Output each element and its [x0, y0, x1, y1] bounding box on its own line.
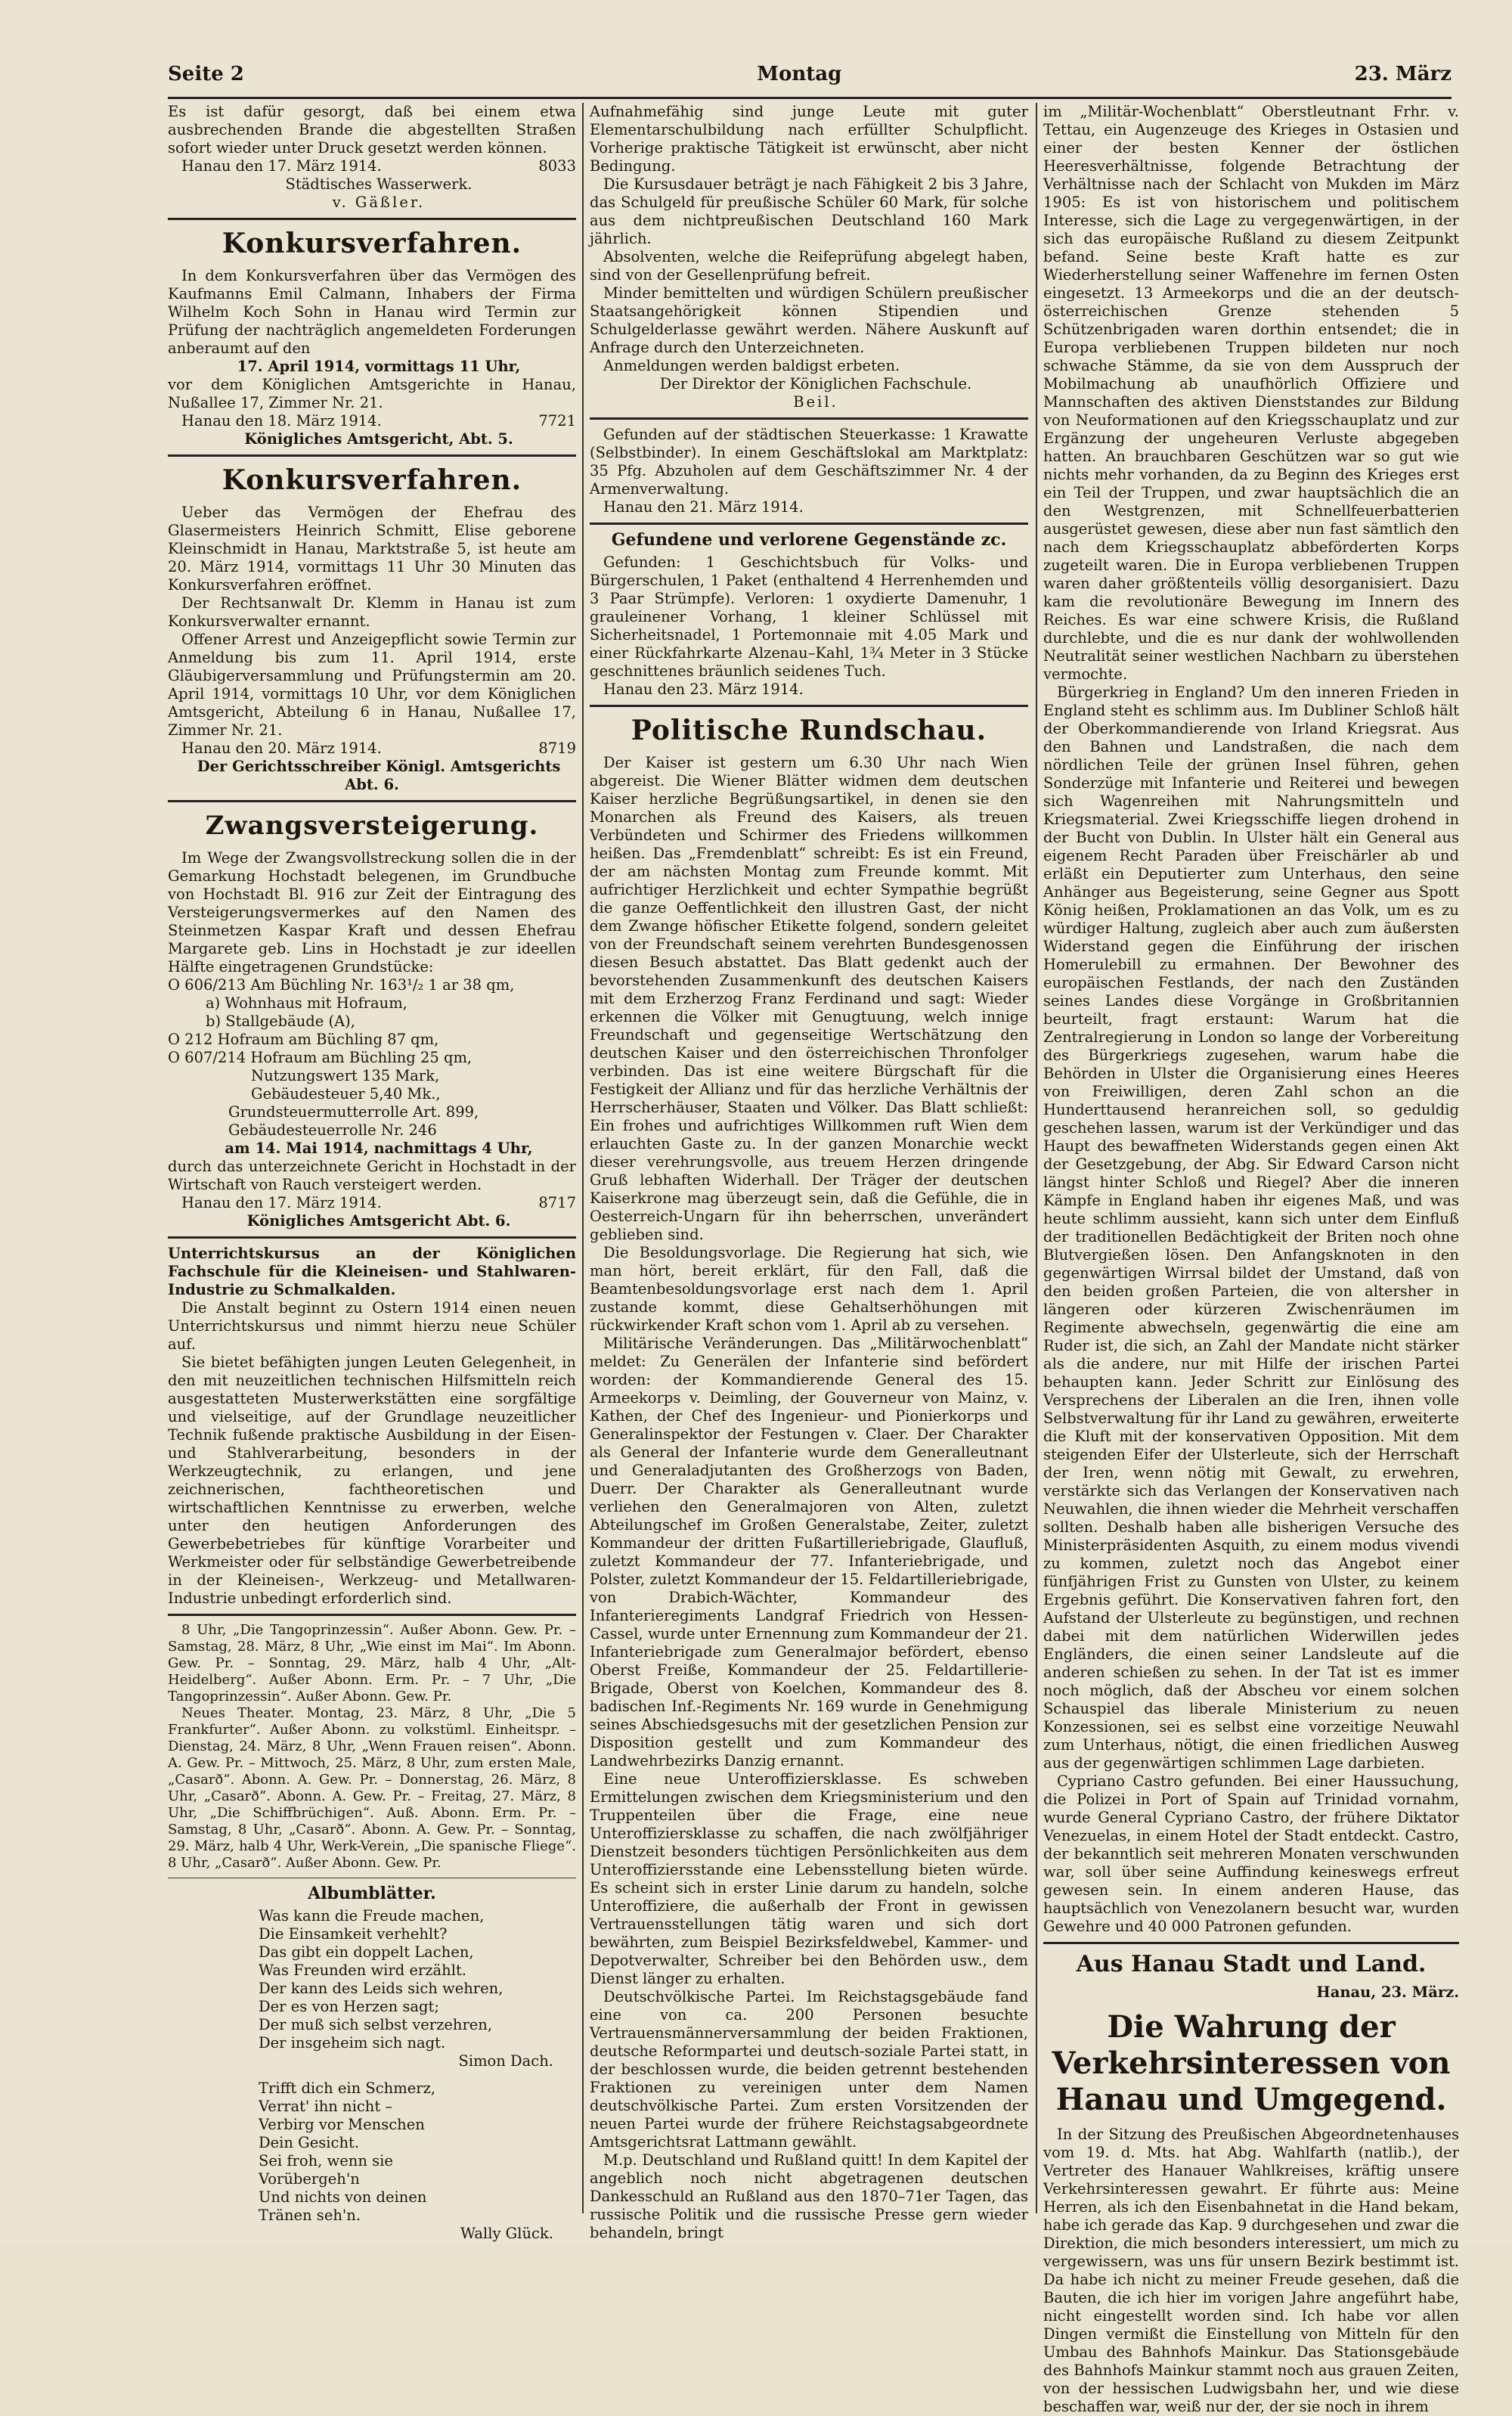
- poem-line: Der kann des Leids sich wehren,: [259, 1980, 503, 1997]
- article-para: Bürgerkrieg in England? Um den inneren Frieden in England steht es schlimm aus. Im Dubliner Schloß hält der Oberkommandierende von Irland Kriegsrat. Aus den Bahnen und Landstraßen, die nach dem nördlichen Teile der grünen Insel führen, gehen Sonderzüge mit Infanterie und Reiterei und bewegen sich Wagenreihen mit Nahrungsmitteln und Kriegsmaterial. Zwei Kriegsschiffe liegen drohend in der Bucht von Dublin. In Ulster hält ein General aus eigenem Recht Paraden über Freischärler ab und erläßt ein Deputierter zum Unterhaus, den seine Anhänger aus Begeisterung, seine Gegner aus Spott König heißen, Proklamationen an das Volk, um es zu würdiger Haltung, zugleich aber auch zum äußersten Widerstand gegen die Einführung der irischen Homerulebill zu ermahnen. Der Bewohner des europäischen Festlands, der nach den Zuständen seines Landes diese Vorgänge in Großbritannien beurteilt, fragt erstaunt: Warum hat die Zentralregierung in London so lange der Vorbereitung des Bürgerkriegs zugesehen, warum habe die Behörden in Ulster die Organisierung eines Heeres von Freiwilligen, deren Zahl schon an die Hunderttausend heranreichen soll, so geduldig geschehen lassen, warum ist der Verkündiger und das Haupt des bewaffneten Widerstands gegen einen Akt der Gesetzgebung, der Abg. Sir Edward Carson nicht längst hinter Schloß und Riegel? Aber die inneren Kämpfe in England haben ihr eigenes Maß, und was heute schlimm aussieht, kann sich unter dem Einfluß der traditionellen Bedächtigkeit der Briten noch ohne Blutvergießen lösen. Den Anfangsknoten in den gegenwärtigen Wirrsal bildet der Umstand, daß von den beiden großen Parteien, die von altersher in längeren oder kürzeren Zwischenräumen im Regimente abwechseln, gegenwärtig die eine am Ruder ist, die sich, an Zahl der Mandate nicht stärker als die andere, nur mit Hilfe der irischen Partei behaupten kann. Jeder Schritt zur Einlösung des Versprechens der Liberalen an die Iren, ihnen volle Selbstverwaltung für ihr Land zu gewähren, erweiterte die Kluft mit der konservativen Opposition. Mit dem steigenden Eifer der Ulsterleute, sich der Herrschaft der Iren, wenn nötig mit Gewalt, zu erwehren, verstärkte sich das Verlangen der Konservativen nach Neuwahlen, die ihnen wieder die Mehrheit verschaffen sollten. Deshalb haben alle bisherigen Versuche des Ministerpräsidenten Asquith, zu einem modus vivendi zu kommen, zuletzt noch das Angebot einer fünfjährigen Frist zu Gunsten von Ulster, zu keinem Ergebnis geführt. Die Konservativen fahren fort, den Aufstand der Ulsterleute zu begünstigen, und rechnen dabei mit dem natürlichen Widerwillen jedes Engländers, die einen seiner Landsleute auf die anderen schießen zu sehen. In der Tat ist es immer noch möglich, daß der Abscheu vor einem solchen Schauspiel das liberale Ministerium zu neuen Konzessionen, sei es selbst eine vorzeitige Neuwahl zum Unterhaus, nötigt, die einen friedlichen Ausweg aus der gegenwärtigen schlimmen Lage darbieten.: [1043, 684, 1459, 1772]
- poem-1: [168, 1907, 576, 2070]
- poem-line: Dein Gesicht.: [259, 2134, 360, 2151]
- divider: [168, 1236, 576, 1239]
- poem-line: Trifft dich ein Schmerz,: [259, 2079, 436, 2097]
- poem-line: Der es von Herzen sagt;: [259, 1998, 439, 2015]
- column-3: [1043, 103, 1459, 2416]
- poem-line: Das gibt ein doppelt Lachen,: [259, 1943, 474, 1961]
- column-divider-2: [1036, 103, 1037, 2213]
- zwang-item: O 606/213 Am Büchling Nr. 163¹/₂ 1 ar 38 qm,: [168, 976, 515, 994]
- kurs-cont: Minder bemittelten und würdigen Schülern preußischer Staatsangehörigkeit können Stipendien und Schulgelderlasse gewährt werden. Nähere Auskunft auf Anfrage durch den Unterzeichneten.: [590, 284, 1028, 356]
- theater-text: 8 Uhr, „Die Tangoprinzessin“. Außer Abonn. Gew. Pr. – Samstag, 28. März, 8 Uhr, „Wie einst im Mai“. Im Abonn. Gew. Pr. – Sonntag, 29. März, halb 4 Uhr, „Alt-Heidelberg“. Außer Abonn. Erm. Pr. – 7 Uhr, „Die Tangoprinzessin“. Außer Abonn. Gew. Pr.: [168, 1622, 576, 1704]
- konkurs1-text: In dem Konkursverfahren über das Vermögen des Kaufmanns Emil Calmann, Inhabers der Firma Wilhelm Koch Sohn in Hanau wird Termin zur Prüfung der nachträglich angemeldeten Forderungen anberaumt auf den: [168, 267, 576, 357]
- zwang-item: Gebäudesteuerrolle Nr. 246: [228, 1121, 437, 1139]
- page-header: [168, 59, 1452, 89]
- verloren-title: Gefundene und verlorene Gegenstände zc.: [611, 530, 1007, 550]
- divider: [590, 705, 1028, 707]
- politics-para: M.p. Deutschland und Rußland quitt! In dem Kapitel der angeblich noch nicht abgetragenen deutschen Dankesschuld an Rußland aus den 1870–71er Tagen, das russische Politik und die russische Presse gern wieder behandeln, bringt: [590, 2151, 1028, 2241]
- zwang-item: b) Stallgebäude (A),: [206, 1013, 355, 1030]
- header-date: 23. März: [1354, 63, 1452, 85]
- verloren-text: Gefunden: 1 Geschichtsbuch für Volks- und Bürgerschulen, 1 Paket (enthaltend 4 Herrenhemden und 3 Paar Strümpfe). Verloren: 1 oxydierte Damenuhr, 1 grauleinener Vorhang, 1 kleiner Schlüssel mit Sicherheitsnadel, 1 Portemonnaie mit 4.05 Mark und einer Rückfahrkarte Alzenau–Kahl, 1¾ Meter in 3 Stücke geschnittenes bräunlich seidenes Tuch.: [590, 554, 1028, 680]
- poem-line: Verrat' ihn nicht –: [259, 2098, 393, 2115]
- kurs-p1: Die Anstalt beginnt zu Ostern 1914 einen neuen Unterrichtskursus und nimmt hierzu neue Schüler auf.: [168, 1299, 576, 1353]
- poem-line: Vorübergeh'n: [259, 2170, 360, 2188]
- poem-line: Was kann die Freude machen,: [259, 1907, 485, 1924]
- poem-author: Simon Dach.: [458, 2052, 553, 2070]
- zwang-item: Grundsteuermutterrolle Art. 899,: [228, 1103, 479, 1121]
- weekday: Montag: [757, 63, 842, 85]
- konkurs1-title: Konkursverfahren.: [222, 228, 522, 259]
- kurs-sign-name: Beil.: [793, 393, 838, 411]
- poem-author: Wally Glück.: [460, 2225, 553, 2242]
- article-para: im „Militär-Wochenblatt“ Oberstleutnant Frhr. v. Tettau, ein Augenzeuge des Krieges in Ostasien und einer der besten Kenner der östlichen Heeresverhältnisse, folgende Betrachtung der Verhältnisse nach der Schlacht von Mukden im März 1905: Es ist von historischem und politischem Interesse, sich die Lage zu vergegenwärtigen, in der sich das europäische Rußland zu diesem Zeitpunkt befand. Seine beste Kraft hatte es zur Wiederherstellung seiner Waffenehre im fernen Osten eingesetzt. 13 Armeekorps und die an der deutsch-österreichischen Grenze stehenden 5 Schützenbrigaden waren dorthin entsendet; die in Europa verbliebenen Truppen bildeten nur noch schwache Stämme, da sie von dem Ausspruch der Mobilmachung ab unaufhörlich Offiziere und Mannschaften des aktiven Dienststandes zur Bildung von Neuformationen auf den Kriegsschauplatz und zur Ergänzung der ungeheuren Verluste abgegeben hatten. An brauchbaren Geschützen war so gut wie nichts mehr vorhanden, da zu Beginn des Krieges erst ein Teil der Truppen, und zwar hauptsächlich die an den Westgrenzen, mit Schnellfeuerbatterien ausgerüstet gewesen, diese aber nun fast sämtlich den nach dem Kriegsschauplatz abbeförderten Korps zugeteilt waren. Die in Europa verbliebenen Truppen waren daher größtenteils völlig desorganisiert. Dazu kam die revolutionäre Bewegung im Innern des Reiches. Es war eine schwere Krisis, die Rußland durchlebte, und die es nur dank der wohlwollenden Neutralität seiner westlichen Nachbarn zu überstehen vermochte.: [1043, 103, 1459, 683]
- water-notice-authority: Städtisches Wasserwerk.: [285, 175, 472, 193]
- local-para: In der Sitzung des Preußischen Abgeordnetenhauses vom 19. d. Mts. hat Abg. Wahlfarth (natlib.), der Vertreter des Hanauer Wahlkreises, kräftig unsere Verkehrsinteressen gewahrt. Er führte aus: Meine Herren, als ich den Eisenbahnetat in die Hand bekam, habe ich gerade das Kap. 9 durchgesehen und zwar die Direktion, die mich besonders interessiert, um mich zu vergewissern, was uns für unsern Bezirk bestimmt ist. Da habe ich nicht zu meiner Freude gesehen, daß die Bauten, die ich hier im vorigen Jahre angeführt habe, nicht eingestellt worden sind. Ich habe vor allen Dingen vermißt die Einstellung von Mitteln für den Umbau des Bahnhofs Mainkur. Das Stationsgebäude des Bahnhofs Mainkur stammt noch aus grauen Zeiten, von der hessischen Ludwigsbahn her, und wie diese beschaffen war, weiß nur der, der sie noch in ihrem: [1043, 2126, 1459, 2415]
- zwang-title: Zwangsversteigerung.: [205, 811, 539, 841]
- article-para: Cypriano Castro gefunden. Bei einer Haussuchung, die Polizei in Port of Spain auf Trinidad vornahm, wurde General Cypriano Castro, der frühere Diktator Venezuelas, in einem Hotel der Stadt entdeckt. Castro, der bekanntlich seit mehreren Monaten verschwunden war, soll über seine Auffindung keineswegs erfreut gewesen sein. In einem anderen Hause, das hauptsächlich von Venezolanern besucht war, wurden Gewehre und 40 000 Patronen gefunden.: [1043, 1772, 1459, 1935]
- politics-para: Deutschvölkische Partei. Im Reichstagsgebäude fand eine von ca. 200 Personen besuchte Vertrauensmännerversammlung der beiden Fraktionen, deutsche Reformpartei und deutsch-soziale Partei statt, in der beschlossen wurde, die beiden getrennt bestehenden Fraktionen zu vereinigen unter dem Namen deutschvölkische Partei. Zum ersten Vorsitzenden der neuen Partei wurde der frühere Reichstagsabgeordnete Amtsgerichtsrat Lattmann gewählt.: [590, 1988, 1028, 2151]
- zwang-item: O 607/214 Hofraum am Büchling 25 qm,: [168, 1049, 472, 1066]
- konkurs1-date: 17. April 1914, vormittags 11 Uhr,: [237, 358, 521, 375]
- kurs-cont: Absolventen, welche die Reifeprüfung abgelegt haben, sind von der Gesellenprüfung befreit.: [590, 248, 1028, 284]
- zwang-sign-date: Hanau den 17. März 1914. 8717: [181, 1194, 576, 1211]
- politics-para: Militärische Veränderungen. Das „Militärwochenblatt“ meldet: Zu Generälen der Infanterie sind befördert worden: der Kommandierende General des 15. Armeekorps v. Deimling, der Gouverneur von Mainz, v. Kathen, der Chef des Ingenieur- und Pionierkorps und Generalinspektor der Festungen v. Claer. Der Charakter als General der Infanterie wurde dem Generalleutnant und Generaladjutanten des Großherzogs von Baden, Duerr. Der Charakter als Generalleutnant wurde verliehen den Generalmajoren von Alten, zuletzt Abteilungschef im Großen Generalstabe, Zeiter, zuletzt Kommandeur der dritten Fußartilleriebrigade, Glaufluß, zuletzt Kommandeur der 77. Infanteriebrigade, und Polster, zuletzt Kommandeur der 15. Feldartilleriebrigade, von Drabich-Wächter, Kommandeur des Infanterieregiments Landgraf Friedrich von Hessen-Cassel, wurde unter Ernennung zum Kommandeur der 21. Infanteriebrigade zum Generalmajor befördert, ebenso Oberst Freiße, Kommandeur der 25. Feldartillerie-Brigade, Oberst von Koelchen, Kommandeur des 8. badischen Inf.-Regiments Nr. 169 wurde in Genehmigung seines Abschiedsgesuchs mit der gesetzlichen Pension zur Disposition gestellt und zum Kommandeur des Landwehrbezirks Danzig ernannt.: [590, 1335, 1028, 1769]
- zwang-court: Königliches Amtsgericht Abt. 6.: [246, 1212, 511, 1230]
- konkurs2-text3: Offener Arrest und Anzeigepflicht sowie Termin zur Anmeldung bis zum 11. April 1914, erste Gläubigerversammlung und Prüfungstermin am 20. April 1914, vormittags 10 Uhr, vor dem Königlichen Amtsgericht, Abteilung 6 in Hanau, Nußallee 17, Zimmer Nr. 21.: [168, 631, 576, 739]
- divider: [168, 218, 576, 220]
- local-headline: Die Wahrung der Verkehrsinteressen von Hanau und Umgegend.: [1052, 2009, 1451, 2117]
- local-section-title: Aus Hanau Stadt und Land.: [1076, 1951, 1427, 1977]
- kurs-cont: Aufnahmefähig sind junge Leute mit guter Elementarschulbildung nach erfüllter Schulpflicht. Vorherige praktische Tätigkeit ist erwünscht, aber nicht Bedingung.: [590, 103, 1028, 175]
- zwang-item: Gebäudesteuer 5,40 Mk.,: [251, 1085, 441, 1103]
- poem-line: Der muß sich selbst verzehren,: [259, 2016, 493, 2033]
- page-label: Seite 2: [168, 63, 244, 85]
- divider: [1043, 1942, 1459, 1944]
- poem-line: Was Freunden wird erzählt.: [259, 1962, 466, 1979]
- divider: [590, 523, 1028, 525]
- poem-line: Sei froh, wenn sie: [259, 2152, 393, 2169]
- konkurs2-sign-date: Hanau den 20. März 1914. 8719: [181, 740, 576, 757]
- konkurs2-court: Der Gerichtsschreiber Königl. Amtsgerichts Abt. 6.: [197, 758, 561, 793]
- zwang-place: durch das unterzeichnete Gericht in Hochstadt in der Wirtschaft von Rauch versteigert werden.: [168, 1158, 576, 1193]
- konkurs2-text2: Der Rechtsanwalt Dr. Klemm in Hanau ist zum Konkursverwalter ernannt.: [168, 594, 576, 630]
- water-notice-signature: v. Gäßler.: [332, 194, 426, 211]
- column-divider-1: [582, 103, 584, 2213]
- poem-line: Der insgeheim sich nagt.: [259, 2034, 446, 2052]
- gefunden-date: Hanau den 21. März 1914.: [603, 498, 804, 516]
- divider: [168, 454, 576, 457]
- poem-line: Die Einsamkeit verhehlt?: [259, 1925, 448, 1943]
- zwang-item: Nutzungswert 135 Mark,: [251, 1067, 440, 1084]
- column-1: [168, 103, 576, 2243]
- divider: [168, 1614, 576, 1616]
- water-notice-date: Hanau den 17. März 1914. 8033: [181, 157, 576, 175]
- poem-line: Verbirg vor Menschen: [259, 2116, 425, 2133]
- divider: [168, 800, 576, 802]
- divider: [590, 417, 1028, 420]
- header-rule: [168, 97, 1452, 99]
- zwang-text: Im Wege der Zwangsvollstreckung sollen die in der Gemarkung Hochstadt belegenen, im Grundbuche von Hochstadt Bl. 916 zur Zeit der Eintragung des Versteigerungsvermerkes auf den Namen des Steinmetzen Kaspar Kraft und dessen Ehefrau Margarete geb. Lins in Hochstadt je zur ideellen Hälfte eingetragenen Grundstücke:: [168, 849, 576, 975]
- gefunden-text: Gefunden auf der städtischen Steuerkasse: 1 Krawatte (Selbstbinder). In einem Geschäftslokal am Marktplatz: 35 Pfg. Abzuholen auf dem Geschäftszimmer Nr. 4 der Armenverwaltung.: [590, 426, 1028, 498]
- water-notice: Es ist dafür gesorgt, daß bei einem etwa ausbrechenden Brande die abgestellten Straßen sofort wieder unter Druck gesetzt werden können.: [168, 103, 576, 157]
- kurs-p2: Sie bietet befähigten jungen Leuten Gelegenheit, in den mit neuzeitlichen technischen Hilfsmitteln reich ausgestatteten Musterwerkstätten eine sorgfältige und vielseitige, auf der Grundlage neuzeitlicher Technik fußende praktische Ausbildung in der Eisen- und Stahlverarbeitung, besonders in der Werkzeugtechnik, zu erlangen, und jene zeichnerischen, fachtheoretischen und wirtschaftlichen Kenntnisse zu erwerben, welche unter den heutigen Anforderungen des Gewerbebetriebes für künftige Vorarbeiter und Werkmeister oder für selbständige Gewerbetreibende in der Kleineisen-, Werkzeug- und Metallwaren-Industrie unbedingt erforderlich sind.: [168, 1354, 576, 1607]
- konkurs1-sign-date: Hanau den 18. März 1914. 7721: [181, 412, 576, 430]
- zwang-item: O 212 Hofraum am Büchling 87 qm,: [168, 1031, 439, 1048]
- politics-title: Politische Rundschau.: [631, 715, 987, 746]
- zwang-item: a) Wohnhaus mit Hofraum,: [206, 994, 407, 1012]
- album-title: Albumblätter.: [308, 1884, 436, 1903]
- kurs-cont: Anmeldungen werden baldigst erbeten.: [603, 357, 900, 374]
- poem-2: [168, 2079, 576, 2243]
- poem-line: Tränen seh'n.: [259, 2207, 361, 2224]
- kurs-cont: Die Kursusdauer beträgt je nach Fähigkeit 2 bis 3 Jahre, das Schulgeld für preußische Schüler 60 Mark, für solche aus dem nichtpreußischen Deutschland 160 Mark jährlich.: [590, 175, 1028, 247]
- politics-para: Der Kaiser ist gestern um 6.30 Uhr nach Wien abgereist. Die Wiener Blätter widmen dem deutschen Kaiser herzliche Begrüßungsartikel, in denen sie den Monarchen als Freund des Kaisers, als treuen Verbündeten und Schirmer des Friedens willkommen heißen. Das „Fremdenblatt“ schreibt: Es ist ein Freund, der am nächsten Montag zum Freunde kommt. Mit aufrichtiger Herzlichkeit und echter Sympathie begrüßt die ganze Oeffentlichkeit den illustren Gast, der nicht dem Zwange höfischer Etikette folgend, sondern geleitet von der Freundschaft seinem verehrten Bundesgenossen diesen Besuch abstattet. Das Blatt gedenkt auch der bevorstehenden Zusammenkunft des deutschen Kaisers mit dem Erzherzog Franz Ferdinand und sagt: Wieder erkennen die Völker mit Genugtuung, welch innige Freundschaft und gegenseitige Wertschätzung den deutschen Kaiser und den österreichischen Thronfolger verbinden. Das ist eine weitere Bürgschaft für die Festigkeit der Allianz und für das herzliche Verhältnis der Herrscherhäuser, Staaten und Völker. Das Blatt schließt: Ein frohes und aufrichtiges Willkommen ruft Wien dem erlauchten Gaste zu. In der ganzen Monarchie weckt dieser verehrungsvolle, aus treuem Herzen dringende Gruß lebhaften Widerhall. Der Träger der deutschen Kaiserkrone mag überzeugt sein, daß die Gefühle, die in Oesterreich-Ungarn für ihn beherrschen, unverändert geblieben sind.: [590, 754, 1028, 1243]
- poem-line: Und nichts von deinen: [259, 2188, 427, 2206]
- column-2: [590, 103, 1028, 2242]
- politics-para: Die Besoldungsvorlage. Die Regierung hat sich, wie man hört, bereit erklärt, für den Fall, daß die Beamtenbesoldungsvorlage erst nach dem 1. April zustande kommt, diese Gehaltserhöhungen mit rückwirkender Kraft schon vom 1. April ab zu versehen.: [590, 1244, 1028, 1334]
- konkurs2-title: Konkursverfahren.: [222, 464, 522, 496]
- kurs-head: Unterrichtskursus an der Königlichen Fachschule für die Kleineisen- und Stahlwaren-Industrie zu Schmalkalden.: [168, 1245, 576, 1298]
- theater-text: Neues Theater. Montag, 23. März, 8 Uhr, „Die 5 Frankfurter“. Außer Abonn. zu volkstüml. Einheitspr. – Dienstag, 24. März, 8 Uhr, „Wenn Frauen reisen“. Abonn. A. Gew. Pr. – Mittwoch, 25. März, 8 Uhr, zum ersten Male, „Casarð“. Abonn. A. Gew. Pr. – Donnerstag, 26. März, 8 Uhr, „Casarð“. Abonn. A. Gew. Pr. – Freitag, 27. März, 8 Uhr, „Die Schiffbrüchigen“. Auß. Abonn. Erm. Pr. – Samstag, 8 Uhr, „Casarð“. Abonn. A. Gew. Pr. – Sonntag, 29. März, halb 4 Uhr, Werk-Verein, „Die spanische Fliege“. 8 Uhr, „Casarð“. Außer Abonn. Gew. Pr.: [168, 1705, 576, 1871]
- local-dateline: Hanau, 23. März.: [1316, 1983, 1459, 2001]
- konkurs2-text1: Ueber das Vermögen der Ehefrau des Glasermeisters Heinrich Schmitt, Elise geborene Kleinschmidt in Hanau, Marktstraße 5, ist heute am 20. März 1914, vormittags 11 Uhr 30 Minuten das Konkursverfahren eröffnet.: [168, 504, 576, 594]
- konkurs1-court: Königliches Amtsgericht, Abt. 5.: [244, 430, 513, 448]
- kurs-sign: Der Direktor der Königlichen Fachschule.: [659, 375, 972, 392]
- verloren-date: Hanau den 23. März 1914.: [603, 681, 804, 698]
- zwang-date: am 14. Mai 1914, nachmittags 4 Uhr,: [225, 1140, 533, 1157]
- politics-para: Eine neue Unteroffiziersklasse. Es schweben Ermittelungen zwischen dem Kriegsministerium und den Truppenteilen über die Frage, eine neue Unteroffiziersklasse zu schaffen, die nach zwölfjähriger Dienstzeit besonders tüchtigen Persönlichkeiten aus dem Unteroffiziersstande eine Lebensstellung bieten würde. Es scheint sich in erster Linie darum zu handeln, solche Unteroffiziere, die außerhalb der Front in gewissen Vertrauensstellungen tätig waren und sich dort bewährten, zum Beispiel Bezirksfeldwebel, Kammer- und Depotverwalter, Schreiber bei den Behörden usw., dem Dienst länger zu erhalten.: [590, 1770, 1028, 1987]
- konkurs1-place: vor dem Königlichen Amtsgerichte in Hanau, Nußallee 17, Zimmer Nr. 21.: [168, 376, 576, 411]
